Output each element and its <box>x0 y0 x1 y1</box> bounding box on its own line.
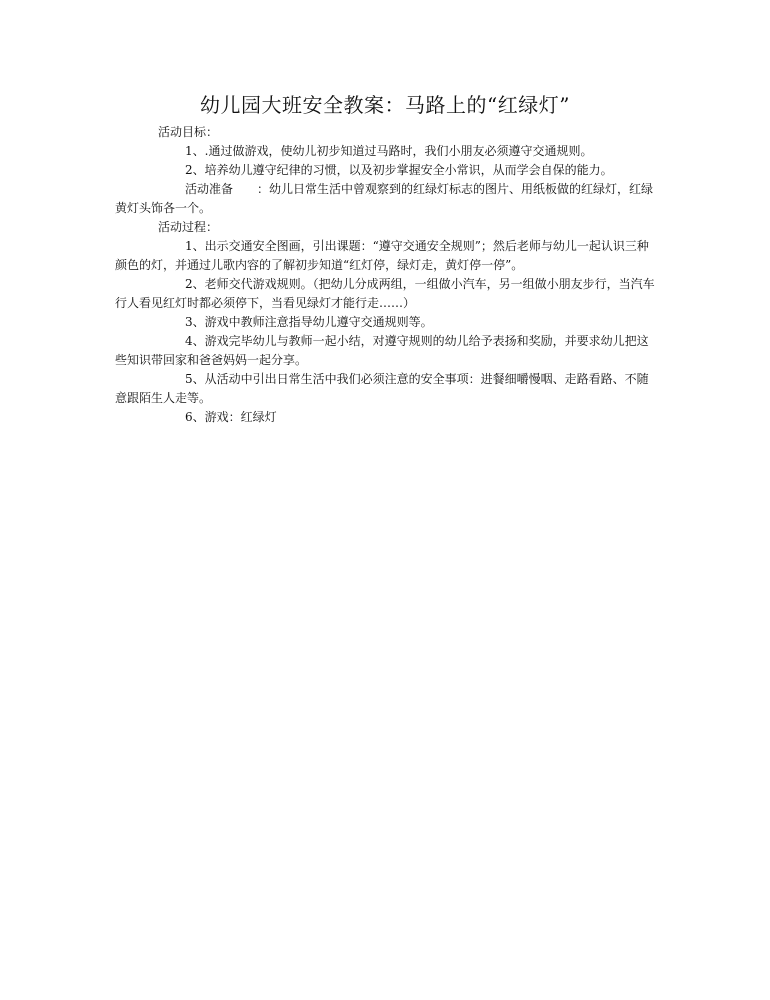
process-step-2: 2、老师交代游戏规则。（把幼儿分成两组，一组做小汽车，另一组做小朋友步行，当汽车行人看见红灯时都必须停下，当看见绿灯才能行走……） <box>115 277 655 310</box>
goal-item-1: 1、.通过做游戏，使幼儿初步知道过马路时，我们小朋友必须遵守交通规则。 <box>185 144 593 158</box>
process-heading: 活动过程： <box>158 220 219 234</box>
process-step-4: 4、游戏完毕幼儿与教师一起小结，对遵守规则的幼儿给予表扬和奖励，并要求幼儿把这些知识带回家和爸爸妈妈一起分享。 <box>115 334 649 367</box>
preparation-label: 活动准备 <box>185 182 234 196</box>
process-step-3: 3、游戏中教师注意指导幼儿遵守交通规则等。 <box>185 315 433 329</box>
preparation-paragraph <box>115 180 655 218</box>
document-title: 幼儿园大班安全教案：马路上的“红绿灯” <box>200 93 570 117</box>
process-step-5: 5、从活动中引出日常生活中我们必须注意的安全事项：进餐细嚼慢咽、走路看路、不随意跟陌生人走等。 <box>115 372 649 405</box>
process-step-6: 6、游戏：红绿灯 <box>185 410 277 424</box>
goal-heading: 活动目标： <box>158 125 219 139</box>
document-body <box>115 123 655 427</box>
preparation-text: ：幼儿日常生活中曾观察到的红绿灯标志的图片、用纸板做的红绿灯，红绿黄灯头饰各一个。 <box>115 182 654 215</box>
process-step-1: 1、出示交通安全图画，引出课题：“遵守交通安全规则”；然后老师与幼儿一起认识三种颜色的灯，并通过儿歌内容的了解初步知道“红灯停，绿灯走，黄灯停一停”。 <box>115 239 649 272</box>
goal-item-2: 2、培养幼儿遵守纪律的习惯，以及初步掌握安全小常识，从而学会自保的能力。 <box>185 163 613 177</box>
